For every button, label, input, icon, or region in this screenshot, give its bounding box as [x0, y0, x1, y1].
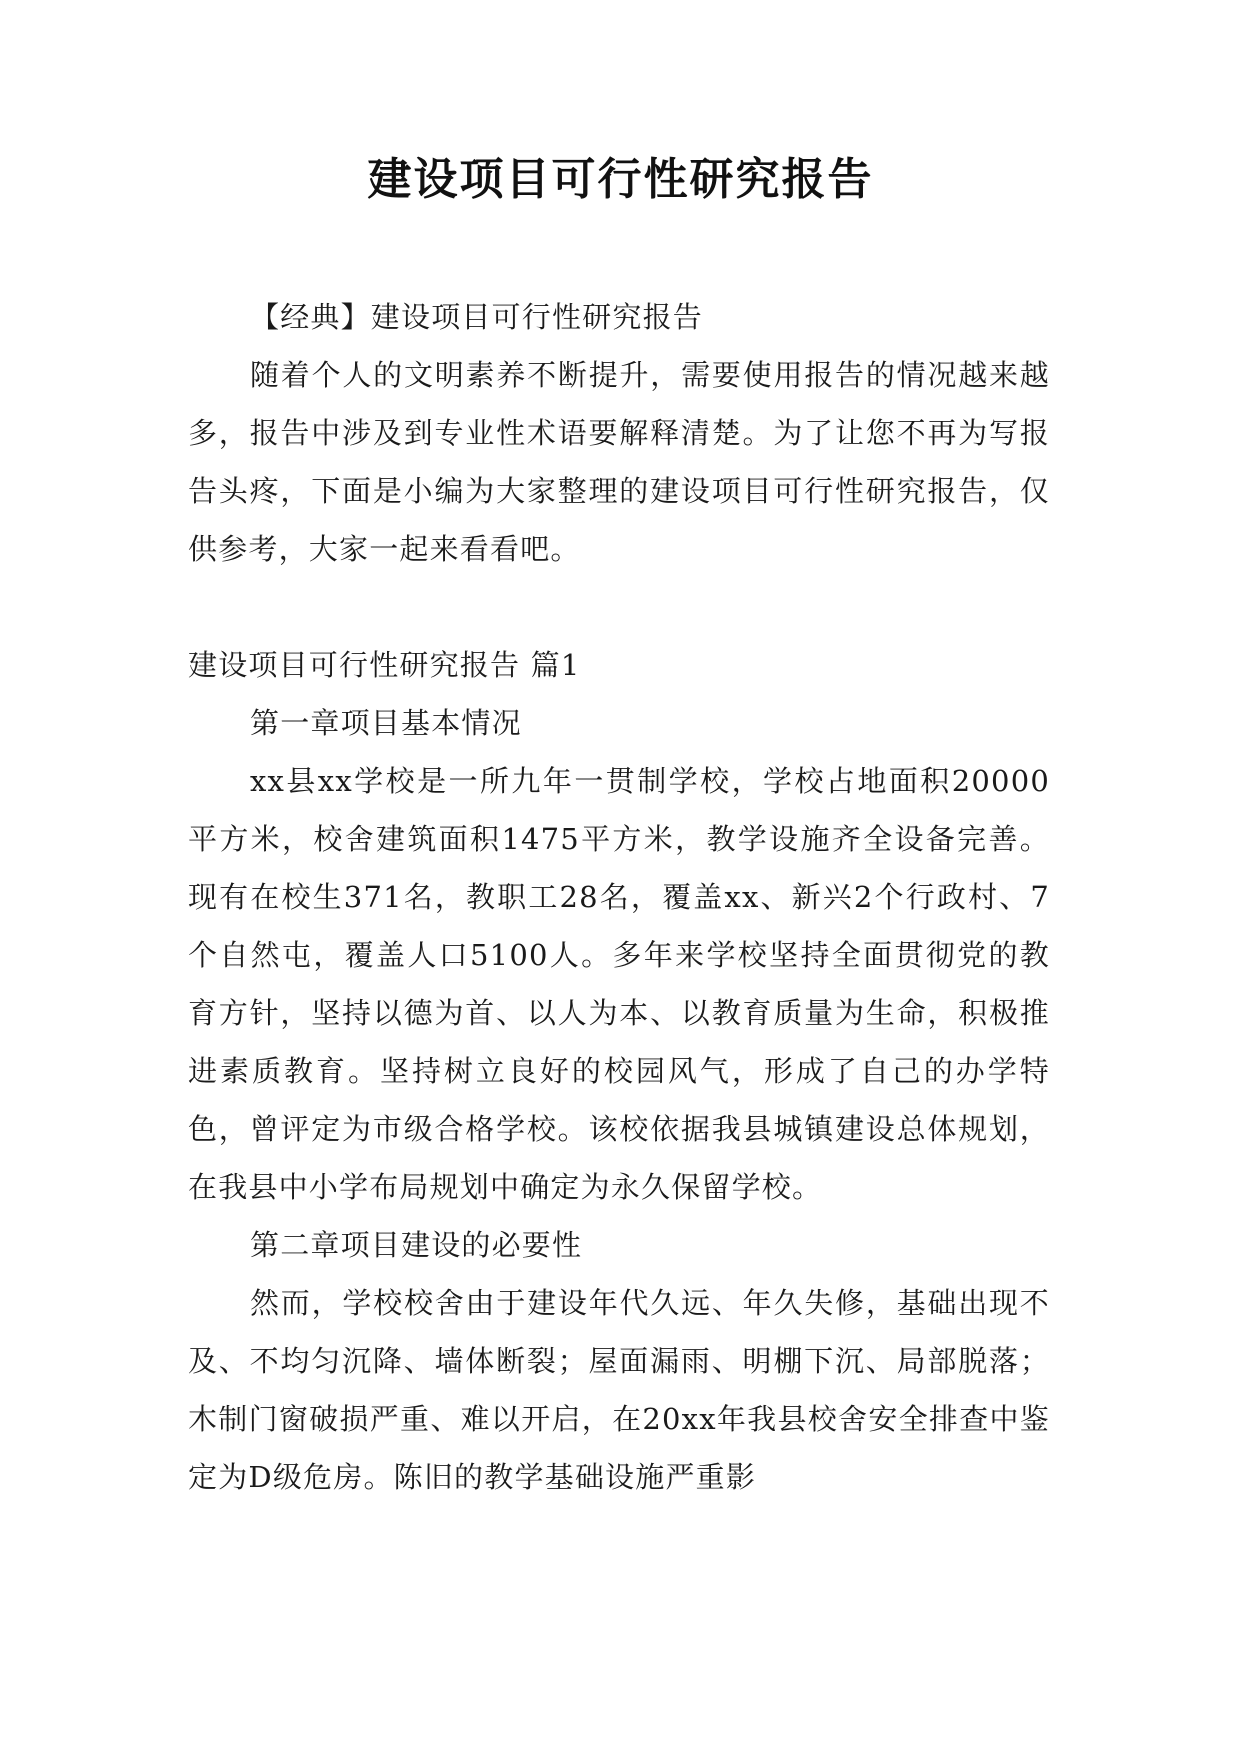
chapter1-title: 第一章项目基本情况	[250, 706, 522, 740]
chapter2-title: 第二章项目建设的必要性	[250, 1228, 583, 1262]
paragraph-gap	[188, 578, 1050, 636]
document-title: 建设项目可行性研究报告	[367, 154, 874, 205]
chapter1-paragraph: xx县xx学校是一所九年一贯制学校，学校占地面积20000平方米，校舍建筑面积1475平方米，教学设施齐全设备完善。现有在校生371名，教职工28名，覆盖xx、新兴2个行政村、7个自然屯，覆盖人口5100人。多年来学校坚持全面贯彻党的教育方针，坚持以德为首、以人为本、以教育质量为生命，积极推进素质教育。坚持树立良好的校园风气，形成了自己的办学特色，曾评定为市级合格学校。该校依据我县城镇建设总体规划，在我县中小学布局规划中确定为永久保留学校。	[188, 764, 1050, 1204]
section-title: 建设项目可行性研究报告 篇1	[188, 648, 581, 682]
chapter2-paragraph: 然而，学校校舍由于建设年代久远、年久失修，基础出现不及、不均匀沉降、墙体断裂；屋面漏雨、明棚下沉、局部脱落；木制门窗破损严重、难以开启，在20xx年我县校舍安全排查中鉴定为D级危房。陈旧的教学基础设施严重影	[188, 1286, 1050, 1494]
document-body	[188, 288, 1050, 1506]
intro-paragraph: 随着个人的文明素养不断提升，需要使用报告的情况越来越多，报告中涉及到专业性术语要解释清楚。为了让您不再为写报告头疼，下面是小编为大家整理的建设项目可行性研究报告，仅供参考，大家一起来看看吧。	[188, 358, 1050, 566]
intro-heading: 【经典】建设项目可行性研究报告	[250, 300, 704, 334]
